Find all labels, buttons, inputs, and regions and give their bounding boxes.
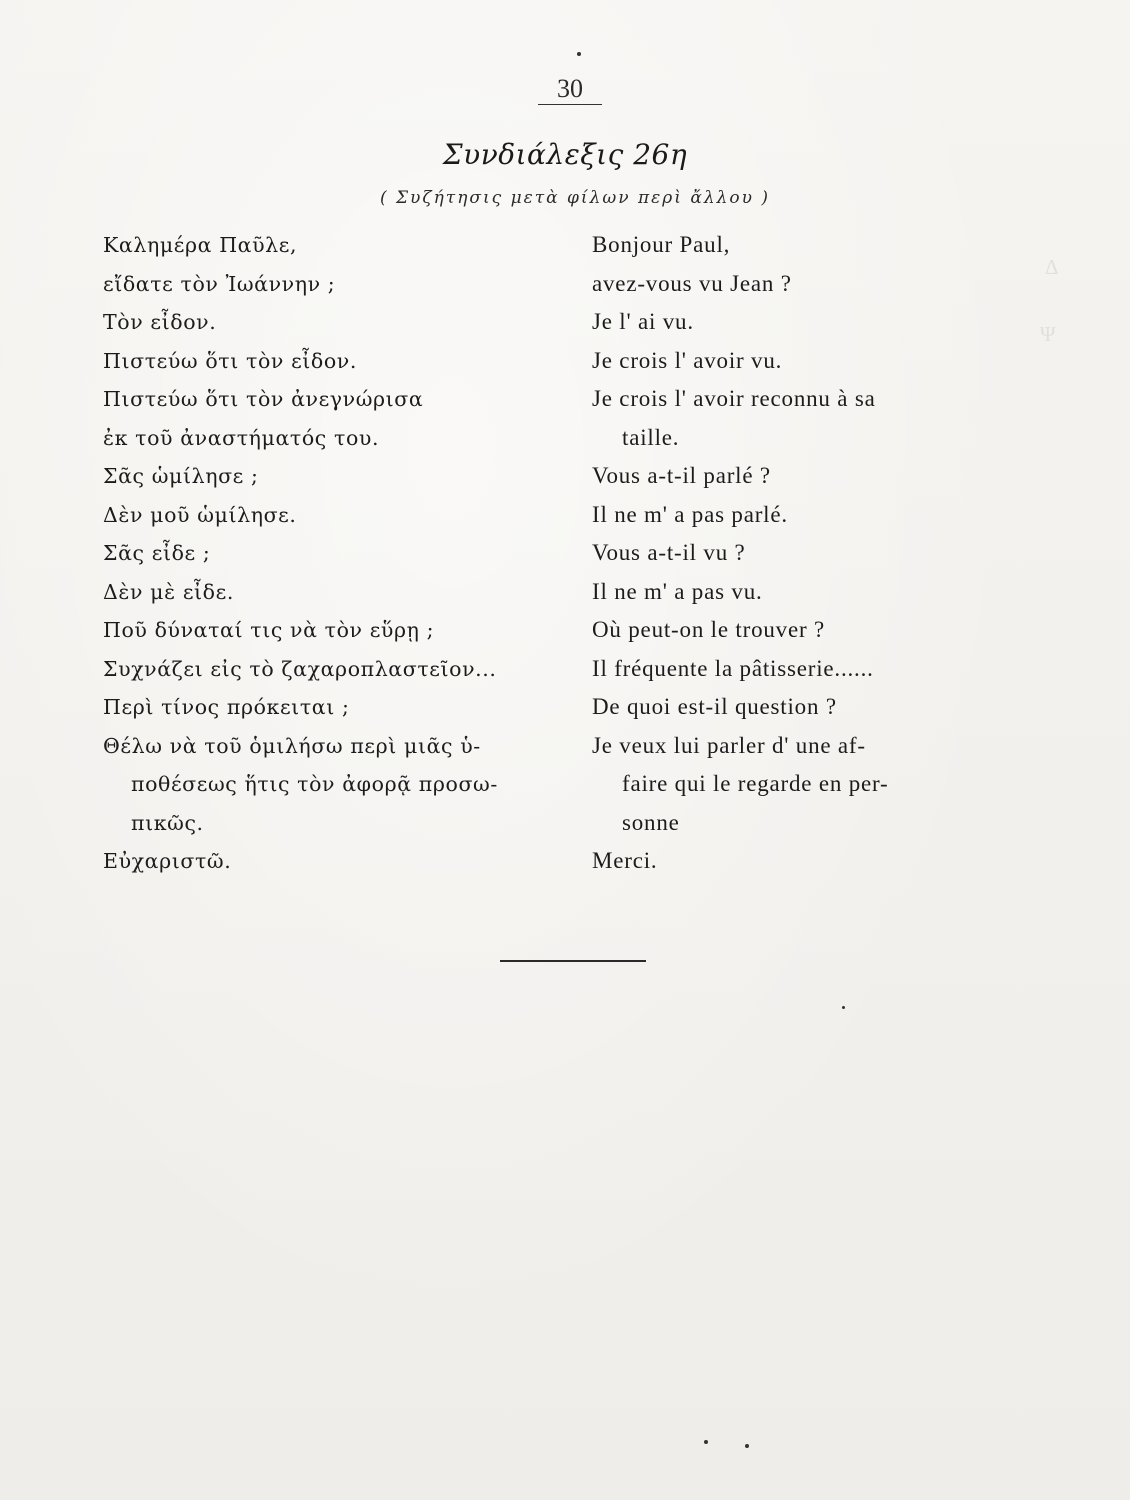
- greek-line: Καλημέρα Παῦλε,: [103, 233, 298, 257]
- french-line: Il ne m' a pas parlé.: [592, 501, 788, 527]
- french-column: [592, 226, 1042, 881]
- page-number: 30: [538, 74, 602, 105]
- print-speck: [745, 1444, 749, 1448]
- french-line: faire qui le regarde en per-: [622, 771, 889, 796]
- french-line: Je crois l' avoir reconnu à sa: [592, 386, 876, 411]
- bleed-through: Δ: [1045, 255, 1059, 279]
- french-line: sonne: [622, 809, 680, 835]
- print-speck: [577, 52, 581, 56]
- french-line: Je crois l' avoir vu.: [592, 347, 783, 373]
- greek-line: Δὲν μὲ εἶδε.: [103, 579, 234, 604]
- french-line: Il ne m' a pas vu.: [592, 578, 763, 604]
- french-line: Je l' ai vu.: [592, 309, 694, 334]
- french-line: Merci.: [592, 848, 658, 873]
- closing-rule: [500, 960, 646, 962]
- greek-line: Δὲν μοῦ ὡμίλησε.: [103, 502, 297, 527]
- greek-line: Τὸν εἶδον.: [103, 310, 217, 334]
- greek-line: ἐκ τοῦ ἀναστήματός του.: [103, 425, 380, 450]
- french-line: De quoi est-il question ?: [592, 694, 837, 719]
- greek-line: Πιστεύω ὅτι τὸν ἀνεγνώρισα: [103, 387, 424, 411]
- greek-line: Σᾶς εἶδε ;: [103, 541, 211, 565]
- print-speck: [704, 1440, 708, 1444]
- greek-column: [103, 226, 583, 881]
- greek-line: Περὶ τίνος πρόκειται ;: [103, 695, 350, 719]
- french-line: taille.: [622, 424, 680, 450]
- print-speck: [842, 1006, 845, 1009]
- greek-line: Ποῦ δύναταί τις νὰ τὸν εὕρῃ ;: [103, 618, 435, 642]
- french-line: Où peut-on le trouver ?: [592, 617, 825, 642]
- french-line: Vous a-t-il parlé ?: [592, 463, 771, 488]
- french-line: Il fréquente la pâtisserie......: [592, 655, 874, 681]
- greek-line: Θέλω νὰ τοῦ ὁμιλήσω περὶ μιᾶς ὑ-: [103, 733, 481, 758]
- french-line: avez-vous vu Jean ?: [592, 270, 792, 296]
- bleed-through: Ψ: [1040, 322, 1056, 346]
- french-line: Vous a-t-il vu ?: [592, 540, 746, 565]
- greek-line: πικῶς.: [131, 810, 204, 835]
- greek-line: Συχνάζει εἰς τὸ ζαχαροπλαστεῖον...: [103, 656, 497, 681]
- french-line: Je veux lui parler d' une af-: [592, 732, 866, 758]
- french-line: Bonjour Paul,: [592, 232, 731, 257]
- dialogue-subtitle: ( Συζήτησις μετὰ φίλων περὶ ἄλλου ): [380, 188, 770, 208]
- greek-line: Σᾶς ὡμίλησε ;: [103, 464, 259, 488]
- greek-line: ποθέσεως ἥτις τὸν ἀφορᾷ προσω-: [131, 772, 498, 796]
- dialogue-title: Συνδιάλεξις 26η: [442, 138, 688, 171]
- greek-line: Εὐχαριστῶ.: [103, 849, 232, 873]
- greek-line: εἴδατε τὸν Ἰωάννην ;: [103, 271, 336, 296]
- greek-line: Πιστεύω ὅτι τὸν εἶδον.: [103, 348, 357, 373]
